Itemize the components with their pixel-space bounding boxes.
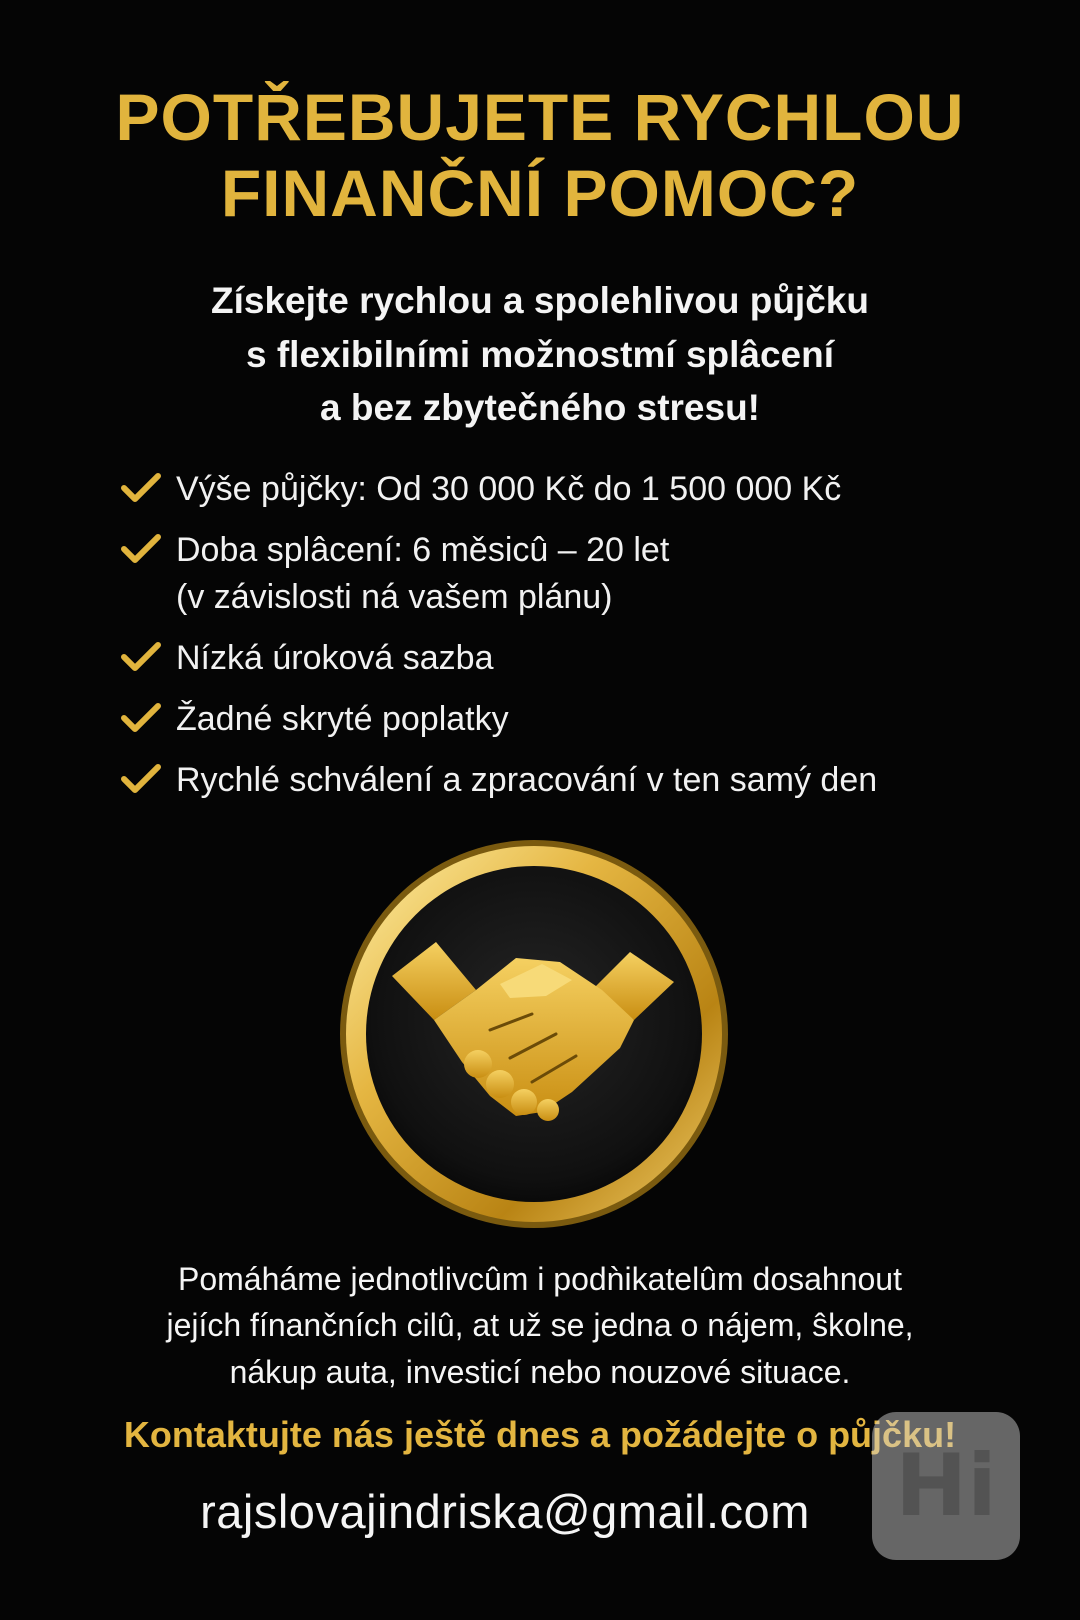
feature-text-line-1: Doba splâcení: 6 měsicû – 20 let — [176, 530, 670, 569]
feature-item-loan-amount — [120, 466, 1020, 513]
feature-item-fast-approval — [120, 757, 1020, 804]
intro-line-1: Pomáháme jednotlivcûm i podǹikatelûm dosahnout — [178, 1261, 902, 1297]
handshake-seal — [334, 834, 734, 1234]
check-icon — [120, 531, 162, 567]
feature-item-no-hidden-fees — [120, 696, 1020, 743]
feature-list — [120, 466, 1020, 817]
hi-watermark-logo: Hi — [872, 1412, 1020, 1560]
contact-email: rajslovajindriska@gmail.com — [200, 1485, 810, 1538]
feature-item-interest-rate — [120, 635, 1020, 682]
feature-text: Žadné skryté poplatky — [176, 699, 509, 738]
intro-line-3: nákup auta, investicí nebo nouzové situace. — [229, 1353, 851, 1390]
subheadline-line-2: s flexibilními možnostmí splâcení — [245, 333, 835, 375]
check-icon — [120, 470, 162, 506]
intro-paragraph — [0, 1256, 1080, 1395]
feature-item-repayment-period — [120, 527, 1020, 621]
check-icon — [120, 639, 162, 675]
feature-text — [176, 527, 1020, 621]
feature-text: Výše půjčky: Od 30 000 Kč do 1 500 000 Kč — [176, 470, 842, 508]
check-icon — [120, 761, 162, 797]
headline-line-2: FINANČNÍ POMOC? — [220, 155, 860, 230]
check-icon — [120, 700, 162, 736]
feature-text-line-2: (v závislosti ná vašem plánu) — [176, 577, 613, 616]
subheadline-line-1: Získejte rychlou a spolehlivou půjčku — [211, 280, 869, 321]
intro-line-2: jejích fínančních cilû, at už se jedna o nájem, ŝkolne, — [166, 1307, 914, 1344]
call-to-action: Kontaktujte nás ještě dnes a požádejte o půjčku! — [123, 1414, 957, 1455]
subheadline — [0, 274, 1080, 435]
headline — [0, 80, 1080, 232]
headline-line-1: POTŘEBUJETE RYCHLOU — [115, 80, 965, 154]
subheadline-line-3: a bez zbytečného stresu! — [319, 387, 760, 429]
feature-text: Nízká úroková sazba — [176, 638, 494, 677]
feature-text: Rychlé schválení a zpracování v ten samý den — [176, 760, 878, 799]
